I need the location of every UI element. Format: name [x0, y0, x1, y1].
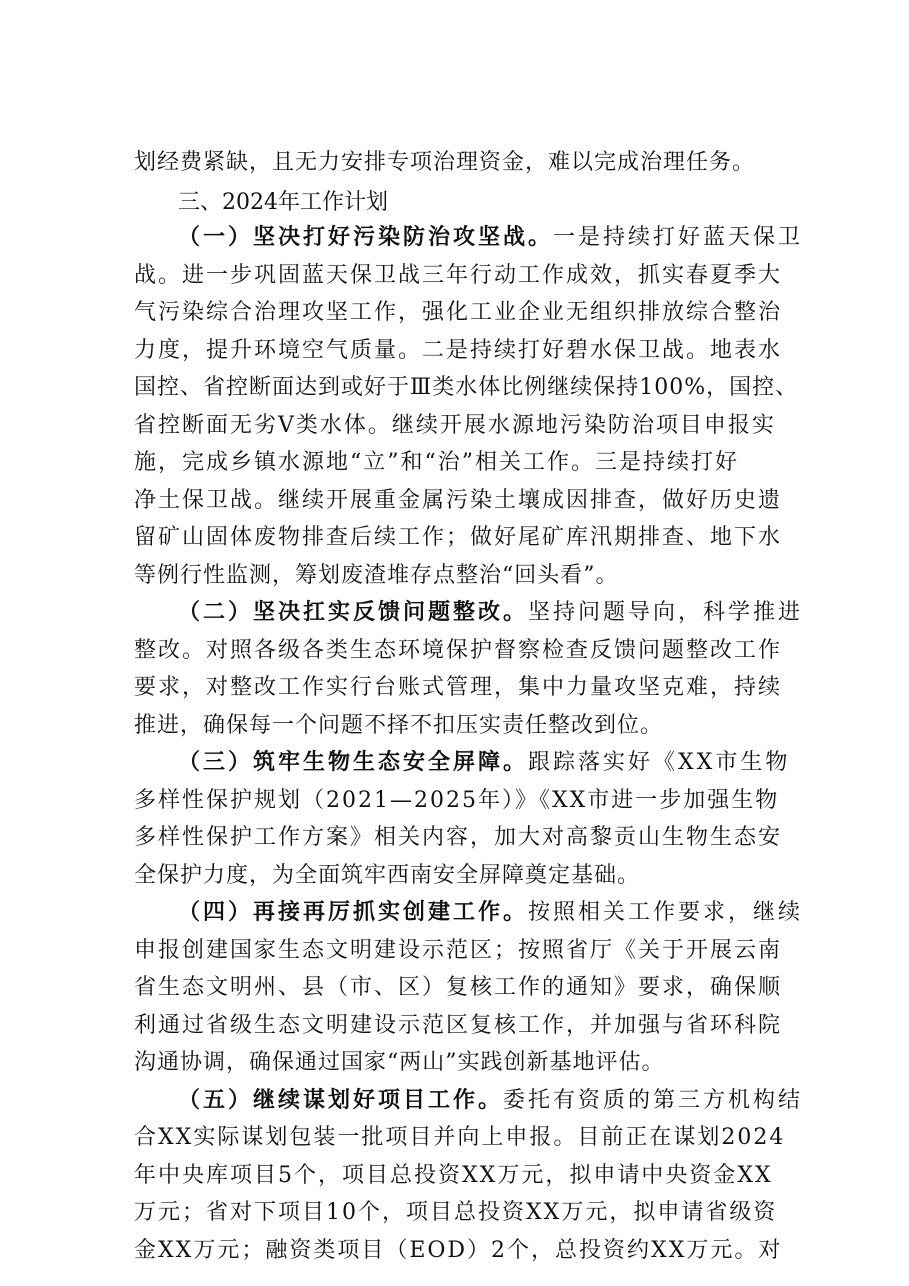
- text-line: 申报创建国家生态文明建设示范区；按照省厅《关于开展云南: [134, 938, 783, 963]
- text-line: 力度，提升环境空气质量。二是持续打好碧水保卫战。地表水: [134, 338, 783, 363]
- text-line: 施，完成乡镇水源地“立”和“治”相关工作。三是持续打好: [134, 450, 739, 475]
- text-line: 净土保卫战。继续开展重金属污染土壤成因排查，做好历史遗: [134, 488, 783, 513]
- text-line: 利通过省级生态文明建设示范区复核工作，并加强与省环科院: [134, 1013, 783, 1038]
- text-line: 省生态文明州、县（市、区）复核工作的通知》要求，确保顺: [134, 975, 783, 1000]
- text-line: 合XX实际谋划包装一批项目并向上申报。目前正在谋划2024: [134, 1125, 786, 1150]
- paragraph-4-lead: 按照相关工作要求，继续: [528, 900, 804, 925]
- paragraph-5-first-line: [178, 1086, 909, 1116]
- paragraph-1-first-line: [178, 223, 909, 253]
- text-line: 整改。对照各级各类生态环境保护督察检查反馈问题整改工作: [134, 638, 783, 663]
- text-line: 多样性保护规划（2021—2025年）》《XX市进一步加强生物: [134, 788, 780, 813]
- text-line: 省控断面无劣Ⅴ类水体。继续开展水源地污染防治项目申报实: [134, 413, 776, 438]
- text-line: 年中央库项目5个，项目总投资XX万元，拟申请中央资金XX: [134, 1163, 773, 1188]
- text-line: 战。进一步巩固蓝天保卫战三年行动工作成效，抓实春夏季大: [134, 263, 783, 288]
- text-line: 国控、省控断面达到或好于Ⅲ类水体比例继续保持100%，国控、: [134, 375, 799, 400]
- paragraph-2-first-line: [178, 598, 909, 628]
- text-line: 金XX万元；融资类项目（EOD）2个，总投资约XX万元。对: [134, 1238, 783, 1263]
- text-line: 划经费紧缺，且无力安排专项治理资金，难以完成治理任务。: [134, 150, 756, 175]
- text-line: 沟通协调，确保通过国家“两山”实践创新基地评估。: [134, 1050, 665, 1075]
- text-line: 气污染综合治理攻坚工作，强化工业企业无组织排放综合整治: [134, 300, 783, 325]
- paragraph-1-title: （一）坚决打好污染防治攻坚战。: [178, 225, 554, 250]
- text-line: 全保护力度，为全面筑牢西南安全屏障奠定基础。: [134, 863, 641, 888]
- paragraph-4-title: （四）再接再厉抓实创建工作。: [178, 900, 529, 925]
- text-line: 推进，确保每一个问题不择不扣压实责任整改到位。: [134, 713, 664, 738]
- text-line: 等例行性监测，筹划废渣堆存点整治“回头看”。: [134, 563, 619, 588]
- paragraph-5-title: （五）继续谋划好项目工作。: [178, 1088, 504, 1113]
- paragraph-2-title: （二）坚决扛实反馈问题整改。: [178, 600, 529, 625]
- paragraph-1-lead: 一是持续打好蓝天保卫: [553, 225, 804, 250]
- text-line: 多样性保护工作方案》相关内容，加大对高黎贡山生物生态安: [134, 825, 783, 850]
- text-line: 要求，对整改工作实行台账式管理，集中力量攻坚克难，持续: [134, 675, 783, 700]
- paragraph-3-lead: 跟踪落实好《XX市生物: [528, 750, 791, 775]
- paragraph-3-first-line: [178, 748, 909, 778]
- text-line: 万元；省对下项目10个，项目总投资XX万元，拟申请省级资: [134, 1200, 778, 1225]
- section-heading: 三、2024年工作计划: [178, 190, 388, 215]
- paragraph-3-title: （三）筑牢生物生态安全屏障。: [178, 750, 529, 775]
- text-line: 留矿山固体废物排查后续工作；做好尾矿库汛期排查、地下水: [134, 525, 783, 550]
- paragraph-2-lead: 坚持问题导向，科学推进: [528, 600, 804, 625]
- paragraph-4-first-line: [178, 898, 909, 928]
- paragraph-5-lead: 委托有资质的第三方机构结: [503, 1088, 804, 1113]
